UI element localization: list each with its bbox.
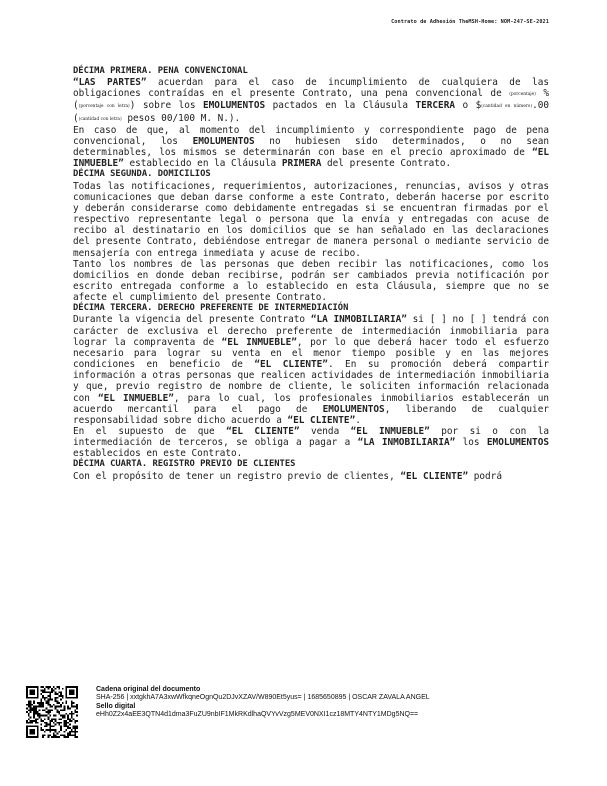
sello-value: eHh0Z2x4aEE3QTN4d1dma3FuZU9nbIF1MkRKdlhaQVYvVzg5MEV0NXI1cz18MTY4NTY1MDg5NQ== — [96, 711, 419, 719]
clause-13-paragraph-1: Durante la vigencia del presente Contrato “LA INMOBILIARIA” si [ ] no [ ] tendrá con carácter de exclusiva el derecho preferente de intermediación inmobiliaria para lograr la compraventa de “EL INMUEBLE”, por lo que deberá hacer todo el esfuerzo necesario para lograr su venta en el menor tiempo posible y en las mejores condiciones en beneficio de “EL CLIENTE”. En su promoción deberá compartir información a otras personas que realicen actividades de intermediación inmobiliaria y que, previo registro de nombre de cliente, le soliciten información relacionada con “EL INMUEBLE”, para lo cual, los profesionales inmobiliarios establecerán un acuerdo mercantil para el pago de EMOLUMENTOS, liberando de cualquier responsabilidad sobre dicho acuerdo a “EL CLIENTE”. — [73, 314, 550, 426]
field-cantidad-letra: (cantidad con letra) — [78, 116, 122, 122]
contract-body — [73, 66, 549, 482]
signature-text — [96, 686, 430, 720]
clause-13-title: DÉCIMA TERCERA. DERECHO PREFERENTE DE INTERMEDIACIÓN — [73, 303, 349, 314]
document-reference: Contrato de Adhesión TheMSH-Home: NOM-247-SE-2021 — [391, 19, 549, 25]
qr-code-icon — [26, 686, 78, 738]
clause-12-title: DÉCIMA SEGUNDA. DOMICILIOS — [73, 169, 211, 180]
field-porcentaje-letra: (porcentaje con letra) — [78, 104, 130, 110]
sello-label: Sello digital — [96, 702, 136, 710]
cadena-label: Cadena original del documento — [96, 686, 201, 693]
cadena-value: SHA-256 | xxtgkhA7A3xwWfkqneOgnQu2DJvXZAV/W890Et5yus= | 1685650895 | OSCAR ZAVALA ANGEL — [96, 694, 430, 702]
clause-14-paragraph-1: Con el propósito de tener un registro previo de clientes, “EL CLIENTE” podrá — [73, 470, 502, 482]
field-porcentaje: (porcentaje) — [509, 92, 536, 98]
clause-11-paragraph-2: En caso de que, al momento del incumplimiento y correspondiente pago de pena convencional, los EMOLUMENTOS no hubiesen sido determinados, o no sean determinables, los mismos se determinarán con base en el precio aproximado de “EL INMUEBLE” establecido en la Cláusula PRIMERA del presente Contrato. — [73, 124, 549, 170]
clause-12-paragraph-2: Tanto los nombres de las personas que deben recibir las notificaciones, como los domicilios en donde deban recibirse, podrán ser cambiados previa notificación por escrito entregada conforme a lo establecido en esta Cláusula, siempre que no se afecte el cumplimiento del presente Contrato. — [73, 258, 549, 304]
clause-11-paragraph-1: “LAS PARTES” acuerdan para el caso de incumplimiento de cualquiera de las obligaciones contraídas en el presente Contrato, una pena convencional de (porcentaje) % ((porcentaje con letra)) sobre los EMOLUMENTOS pactados en la Cláusula TERCERA o $(cantidad en número).00 ((cantidad con letra) pesos 00/100 M. N.). — [73, 77, 549, 124]
digital-signature-block — [26, 686, 586, 744]
clause-13-paragraph-2: En el supuesto de que “EL CLIENTE” venda “EL INMUEBLE” por si o con la intermediación de terceros, se obliga a pagar a “LA INMOBILIARIA” los EMOLUMENTOS establecidos en este Contrato. — [73, 426, 550, 460]
clause-12-paragraph-1: Todas las notificaciones, requerimientos, autorizaciones, renuncias, avisos y otras comunicaciones que deban darse conforme a este Contrato, deberán hacerse por escrito y deberán considerarse como debidamente entregadas si se encuentran firmadas por el respectivo representante legal o persona que la envía y entregadas con acuse de recibo al destinatario en los domicilios que se han señalado en las declaraciones del presente Contrato, debiéndose entregar de manera personal o mediante servicio de mensajería con entrega inmediata y acuse de recibo. — [73, 180, 549, 259]
clause-14-title: DÉCIMA CUARTA. REGISTRO PREVIO DE CLIENTES — [73, 459, 296, 470]
field-cantidad-numero: (cantidad en número) — [481, 104, 533, 110]
clause-11-title: DÉCIMA PRIMERA. PENA CONVENCIONAL — [73, 66, 248, 76]
